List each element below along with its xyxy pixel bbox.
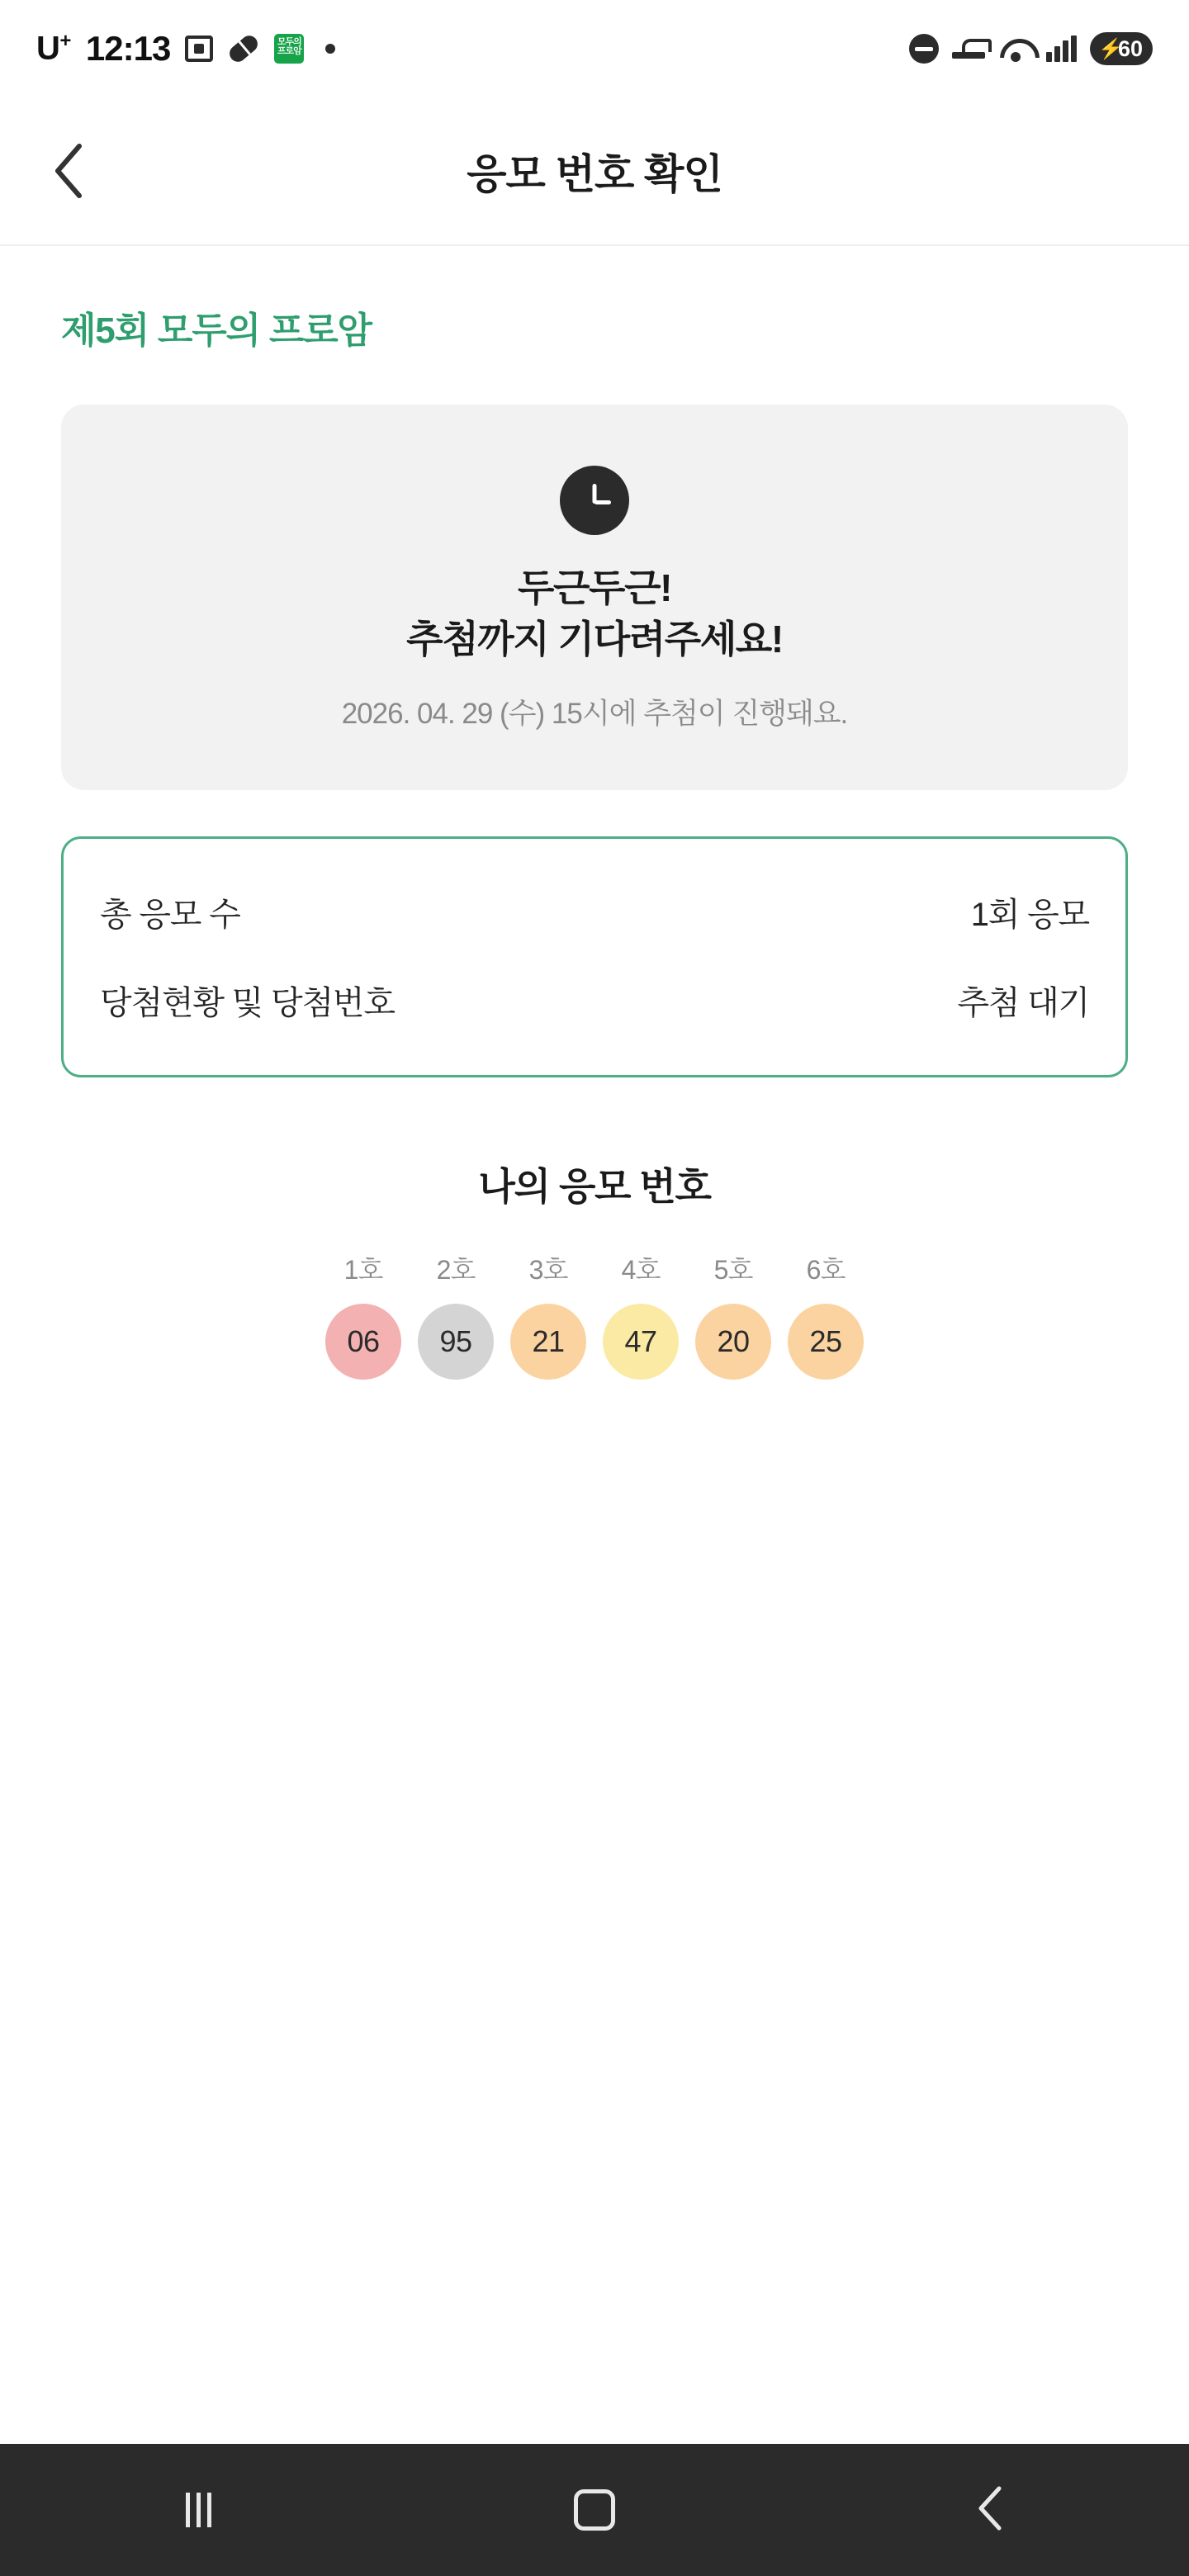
page-title: 응모 번호 확인 — [467, 151, 722, 197]
number-label: 5호 — [713, 1255, 753, 1285]
scan-icon — [185, 36, 213, 62]
notice-line-1: 두근두근! — [517, 566, 672, 609]
clock-icon — [560, 466, 629, 535]
info-value: 1회 응모 — [970, 897, 1089, 933]
sleep-icon — [952, 37, 985, 60]
chevron-left-icon — [51, 141, 88, 201]
number-item — [788, 1249, 864, 1380]
info-value: 추첨 대기 — [957, 985, 1089, 1021]
my-numbers-title: 나의 응모 번호 — [478, 1165, 711, 1208]
battery-indicator — [1090, 32, 1153, 65]
carrier-label: U+ — [36, 30, 71, 67]
number-item — [418, 1249, 494, 1380]
dot-icon — [325, 44, 335, 54]
status-bar-right — [909, 32, 1153, 65]
pill-icon — [226, 32, 261, 65]
recents-icon — [186, 2493, 211, 2527]
my-numbers-grid — [61, 1249, 1128, 1380]
system-navigation-bar — [0, 2444, 1189, 2576]
info-row-total-entries — [100, 877, 1089, 947]
number-ball: 21 — [510, 1304, 586, 1380]
system-back-button[interactable] — [908, 2444, 1073, 2576]
home-icon — [574, 2489, 615, 2531]
number-item — [510, 1249, 586, 1380]
status-clock: 12:13 — [85, 29, 171, 68]
info-label: 총 응모 수 — [100, 897, 240, 933]
entry-info-card — [61, 836, 1128, 1077]
number-item — [695, 1249, 771, 1380]
status-bar — [0, 0, 1189, 97]
status-bar-left — [36, 29, 335, 69]
number-label: 2호 — [436, 1255, 476, 1285]
home-button[interactable] — [512, 2444, 677, 2576]
wifi-icon — [998, 36, 1033, 62]
back-button[interactable] — [36, 138, 102, 204]
info-label: 당첨현황 및 당첨번호 — [100, 985, 395, 1021]
number-ball: 47 — [603, 1304, 679, 1380]
number-label: 6호 — [806, 1255, 846, 1285]
notice-subtext: 2026. 04. 29 (수) 15시에 추첨이 진행돼요. — [341, 698, 848, 730]
info-row-win-status — [100, 965, 1089, 1035]
back-icon — [973, 2484, 1009, 2537]
notice-line-2: 추첨까지 기다려주세요! — [406, 617, 783, 661]
event-title: 제5회 모두의 프로암 — [61, 310, 372, 351]
battery-level: 60 — [1117, 36, 1143, 61]
number-item — [325, 1249, 401, 1380]
battery-charging-icon: ⚡ — [1098, 37, 1123, 60]
number-label: 1호 — [343, 1255, 383, 1285]
number-ball: 20 — [695, 1304, 771, 1380]
number-ball: 95 — [418, 1304, 494, 1380]
signal-icon — [1046, 36, 1077, 62]
number-label: 3호 — [528, 1255, 568, 1285]
number-item — [603, 1249, 679, 1380]
number-ball: 25 — [788, 1304, 864, 1380]
do-not-disturb-icon — [909, 34, 939, 64]
app-bar — [0, 97, 1189, 246]
number-label: 4호 — [621, 1255, 661, 1285]
number-ball: 06 — [325, 1304, 401, 1380]
main-content — [0, 246, 1189, 2444]
recents-button[interactable] — [116, 2444, 281, 2576]
notice-card — [61, 405, 1128, 790]
app-badge-icon: 모두의 프로암 — [274, 34, 304, 64]
